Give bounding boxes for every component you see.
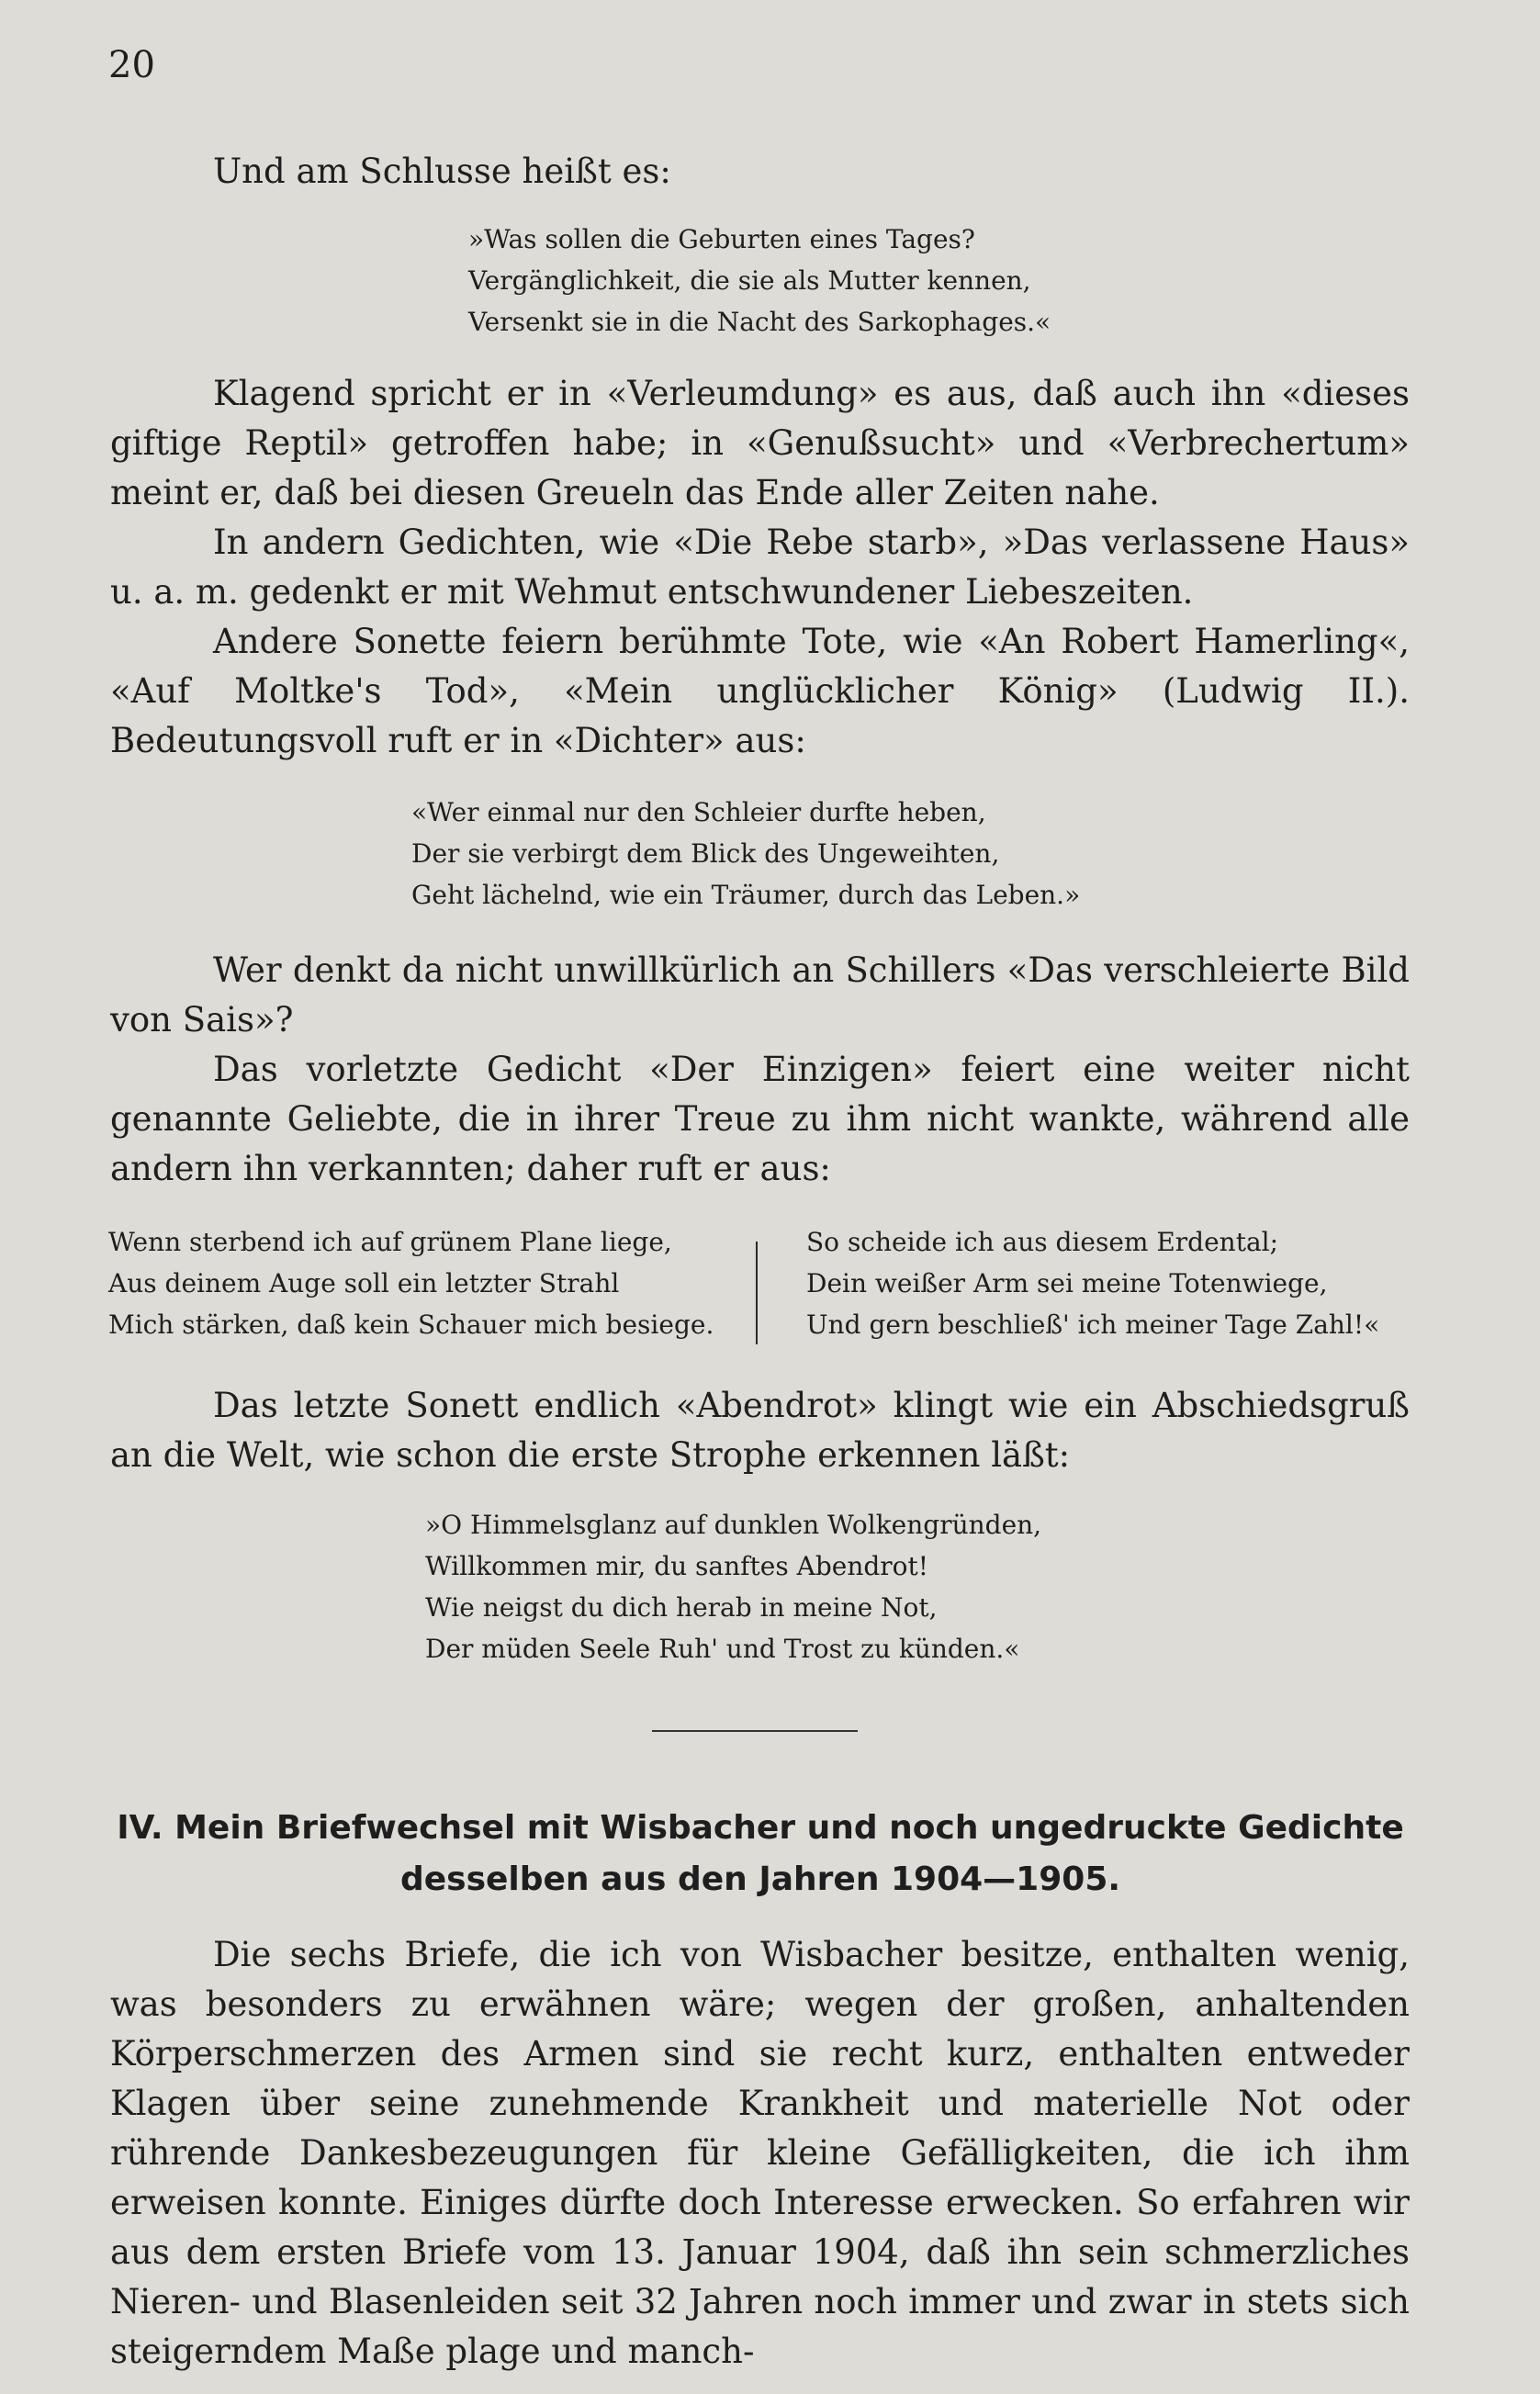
verse-line: Willkommen mir, du sanftes Abendrot! — [425, 1551, 929, 1581]
paragraph: Klagend spricht er in «Verleumdung» es aus, daß auch ihn «dieses giftige Reptil» getroffen habe; in «Genußsucht» und «Verbrechertum» meint er, daß bei diesen Greueln das Ende aller Zeiten nahe. — [110, 374, 1410, 512]
verse-line: Dein weißer Arm sei meine Totenwiege, — [806, 1268, 1328, 1298]
section-heading: IV. Mein Briefwechsel mit Wisbacher und noch ungedruckte Gedichte desselben aus den Jahren 1904—1905. — [117, 1809, 1404, 1898]
paragraph: Das vorletzte Gedicht «Der Einzigen» feiert eine weiter nicht genannte Geliebte, die in ihrer Treue zu ihm nicht wankte, während alle andern ihn verkannten; daher ruft er aus: — [110, 1050, 1410, 1188]
paragraph-block-2 — [110, 946, 1410, 1194]
paragraph: Wer denkt da nicht unwillkürlich an Schillers «Das verschleierte Bild von Sais»? — [110, 950, 1410, 1040]
verse-quote-3 — [108, 1221, 1412, 1350]
verse-line: Mich stärken, daß kein Schauer mich besiege. — [108, 1309, 714, 1340]
verse-line: »O Himmelsglanz auf dunklen Wolkengründen, — [425, 1510, 1042, 1540]
verse-line: Wie neigst du dich herab in meine Not, — [425, 1592, 938, 1623]
verse-line: Und gern beschließ' ich meiner Tage Zahl!« — [806, 1309, 1380, 1340]
verse-line: Versenkt sie in die Nacht des Sarkophages.« — [468, 307, 1051, 337]
paragraph: Andere Sonette feiern berühmte Tote, wie «An Robert Hamerling«, «Auf Moltke's Tod», «Mein unglücklicher König» (Ludwig II.). Bedeutungsvoll ruft er in «Dichter» aus: — [110, 622, 1410, 760]
paragraph: Das letzte Sonett endlich «Abendrot» klingt wie ein Abschiedsgruß an die Welt, wie schon die erste Strophe erkennen läßt: — [110, 1386, 1410, 1475]
verse-column-left — [108, 1221, 714, 1345]
verse-line: Der müden Seele Ruh' und Trost zu künden.« — [425, 1634, 1020, 1664]
verse-line: So scheide ich aus diesem Erdental; — [806, 1227, 1279, 1257]
verse-quote-2 — [411, 792, 1080, 916]
column-divider — [756, 1242, 758, 1344]
paragraph: Die sechs Briefe, die ich von Wisbacher besitze, enthalten wenig, was besonders zu erwähnen wäre; wegen der großen, anhaltenden Körperschmerzen des Armen sind sie recht kurz, enthalten entweder Klagen über seine zunehmende Krankheit und materielle Not oder rührende Dankesbezeugungen für kleine Gefälligkeiten, die ich ihm erweisen konnte. Einiges dürfte doch Interesse erwecken. So erfahren wir aus dem ersten Briefe vom 13. Januar 1904, daß ihn sein schmerzliches Nieren- und Blasenleiden seit 32 Jahren noch immer und zwar in stets sich steigerndem Maße plage und manch- — [110, 1935, 1410, 2371]
intro-line: Und am Schlusse heißt es: — [213, 152, 671, 191]
paragraph-block-3 — [110, 1381, 1410, 1480]
verse-line: Wenn sterbend ich auf grünem Plane liege, — [108, 1227, 672, 1257]
paragraph: In andern Gedichten, wie «Die Rebe starb», »Das verlassene Haus» u. a. m. gedenkt er mit Wehmut entschwundener Liebeszeiten. — [110, 523, 1410, 612]
section-divider-rule — [652, 1730, 858, 1732]
verse-column-right — [806, 1221, 1379, 1345]
verse-line: »Was sollen die Geburten eines Tages? — [468, 224, 975, 254]
page-number: 20 — [108, 44, 155, 86]
intro-paragraph — [110, 147, 1410, 197]
verse-quote-4 — [425, 1504, 1041, 1669]
verse-quote-1 — [468, 219, 1051, 343]
verse-line: Vergänglichkeit, die sie als Mutter kennen, — [468, 265, 1031, 296]
verse-line: Der sie verbirgt dem Blick des Ungeweihten, — [411, 838, 1000, 869]
verse-line: Geht lächelnd, wie ein Träumer, durch das Leben.» — [411, 880, 1081, 910]
verse-line: Aus deinem Auge soll ein letzter Strahl — [108, 1268, 620, 1298]
paragraph-block-4 — [110, 1930, 1410, 2377]
paragraph-block-1 — [110, 369, 1410, 766]
verse-line: «Wer einmal nur den Schleier durfte heben, — [411, 797, 986, 827]
